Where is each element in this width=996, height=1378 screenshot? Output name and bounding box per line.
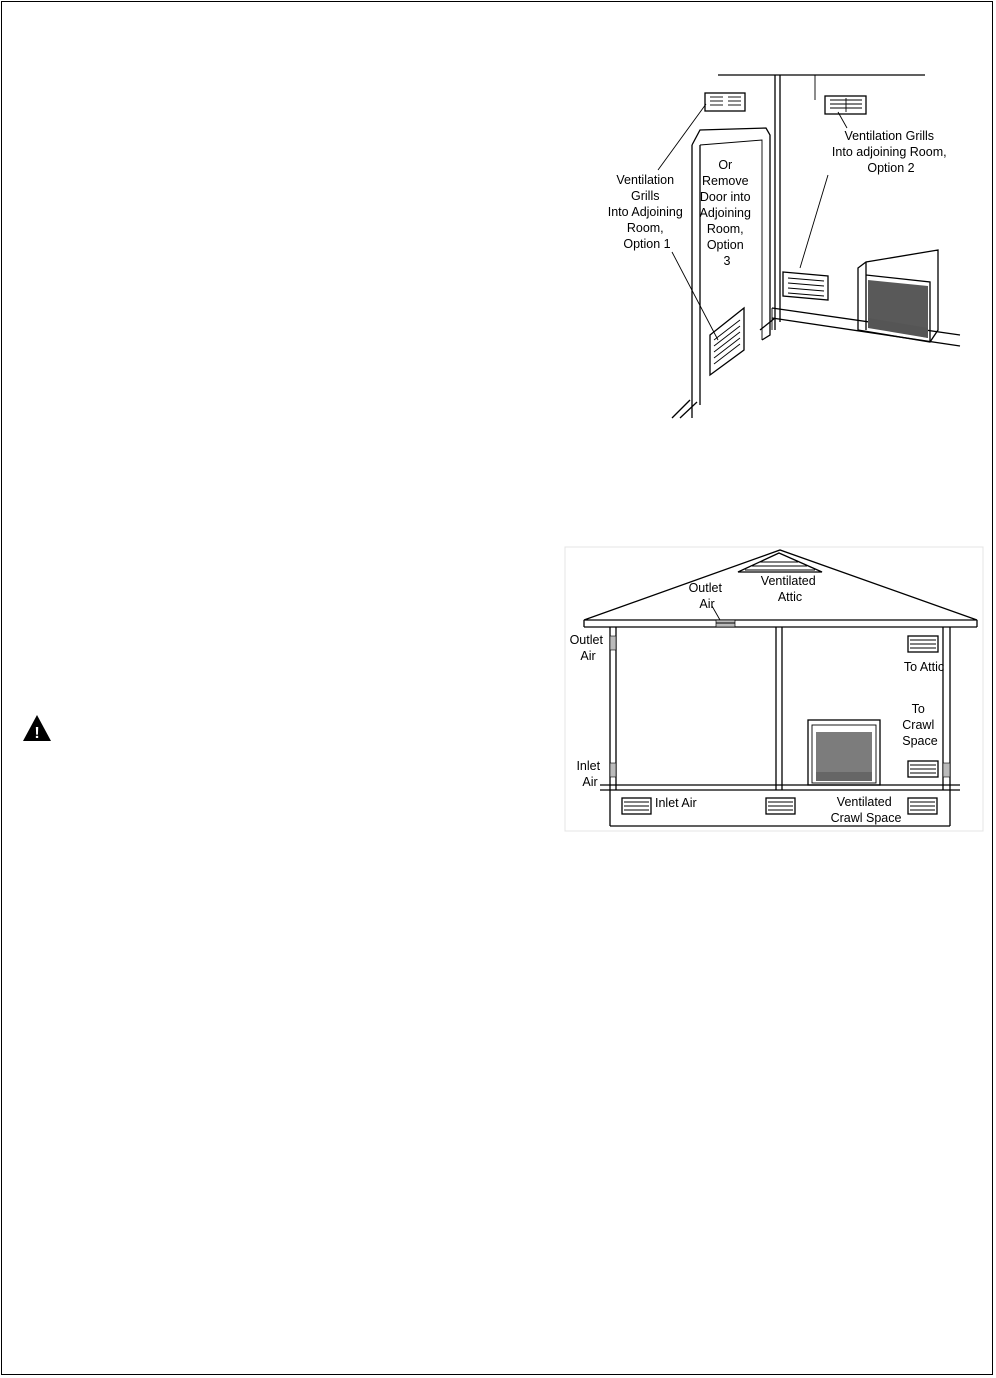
grill-to-attic — [908, 636, 938, 652]
label-to-crawl-space: To Crawl Space — [902, 702, 938, 748]
label-ventilated-attic: Ventilated Attic — [760, 574, 816, 604]
grill-to-crawl-space — [908, 761, 938, 777]
label-inlet-air-crawl: Inlet Air — [655, 796, 697, 810]
label-option2: Ventilation Grills Into adjoining Room, Option 2 — [831, 129, 947, 175]
crawl-grill-middle — [766, 798, 795, 814]
label-option1: Ventilation Grills Into Adjoining Room, Option 1 — [607, 173, 683, 251]
label-ventilated-crawl-space: Ventilated Crawl Space — [830, 795, 902, 825]
label-option3: Or Remove Door into Adjoining Room, Option 3 — [699, 158, 751, 268]
warning-triangle-icon — [22, 714, 52, 742]
fireplace-unit-house — [808, 720, 880, 785]
crawl-grill-right — [908, 798, 937, 814]
crawl-grill-left — [622, 798, 651, 814]
attic-gable-vent — [738, 553, 822, 572]
label-outlet-air-attic: Outlet Air — [688, 581, 722, 611]
svg-text:!: ! — [34, 725, 40, 742]
label-outlet-air-wall: Outlet Air — [569, 633, 603, 663]
label-inlet-air-wall: Inlet Air — [576, 759, 601, 789]
label-to-attic: To Attic — [903, 660, 945, 674]
